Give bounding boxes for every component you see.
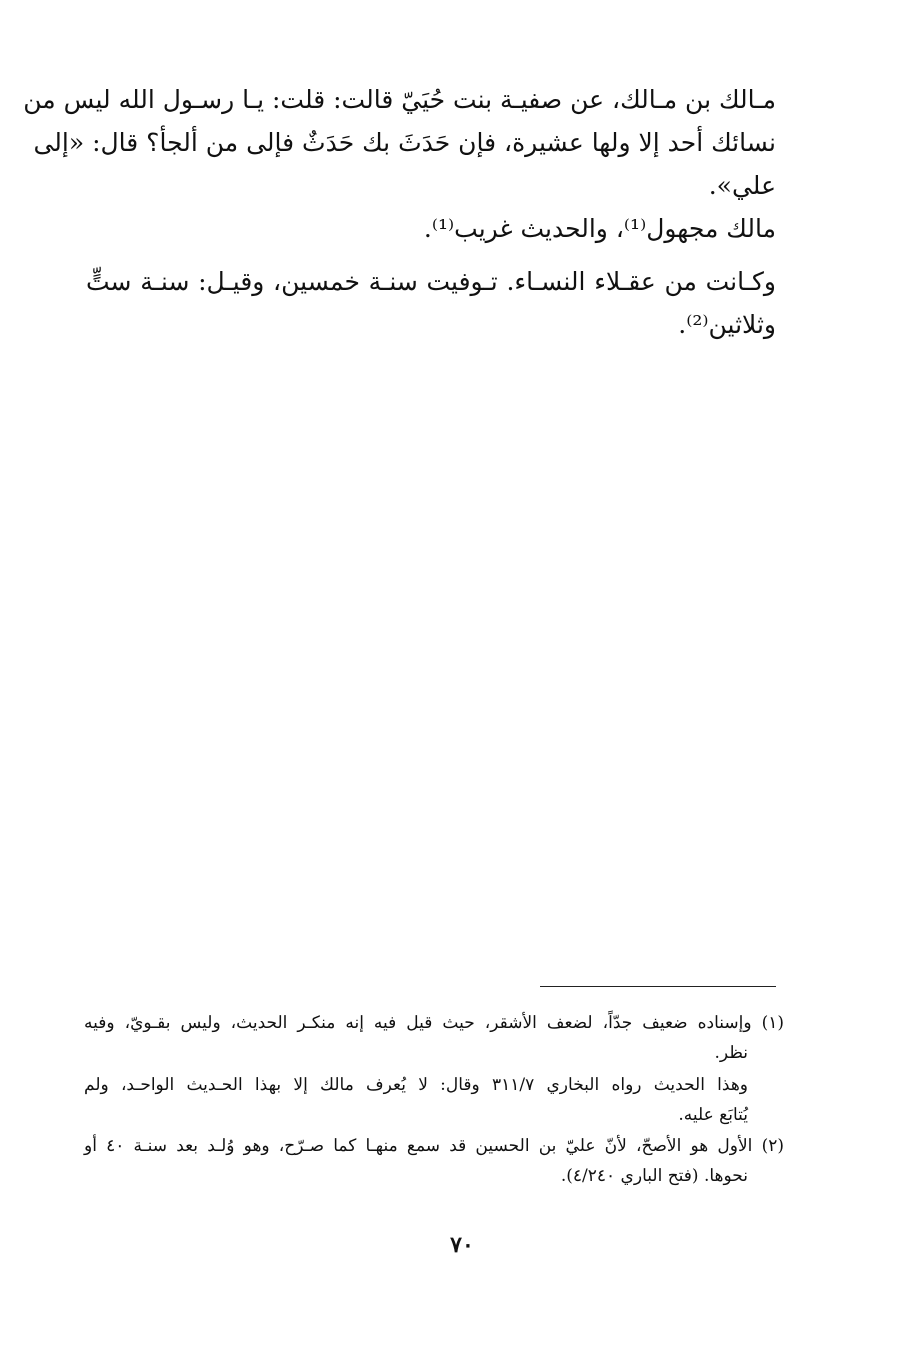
body-line-3: علي». — [708, 171, 776, 200]
page-number: ٧٠ — [450, 1232, 474, 1258]
footnote-1-line-2: نظر. — [714, 1043, 748, 1063]
body-line-2: نسائك أحد إلا ولها عشيرة، فإن حَدَثَ بك حَدَثٌ فإلى من ألجأ؟ قال: «إلى — [33, 128, 776, 157]
body-line-6: وثلاثين⁽²⁾. — [678, 310, 776, 339]
body-line-1: مـالك بن مـالك، عن صفيـة بنت حُيَيّ قالت: قلت: يـا رسـول الله ليس من — [23, 85, 776, 114]
footnote-1-line-1: (١) وإسناده ضعيف جدّاً، لضعف الأشقر، حيث قيل فيه إنه منكـر الحديث، وليس بقـويّ، وفيه — [84, 1013, 784, 1033]
body-line-5: وكـانت من عقـلاء النسـاء. تـوفيت سنـة خمسين، وقيـل: سنـة ستٍّ — [86, 267, 776, 296]
footnote-separator — [540, 986, 776, 987]
footnote-2-line-2: نحوها. (فتح الباري ٤/٢٤٠). — [560, 1166, 748, 1186]
body-line-4: مالك مجهول⁽¹⁾، والحديث غريب⁽¹⁾. — [423, 214, 776, 243]
footnote-1-line-4: يُتابَع عليه. — [678, 1105, 748, 1125]
footnote-2-line-1: (٢) الأول هو الأصحّ، لأنّ عليّ بن الحسين قد سمع منهـا كما صـرّح، وهو وُلـد بعد سنـة ٤٠ أو — [84, 1136, 784, 1156]
footnote-1-line-3: وهذا الحديث رواه البخاري ٣١١/٧ وقال: لا يُعرف مالك إلا بهذا الحـديث الواحـد، ولم — [84, 1075, 749, 1095]
